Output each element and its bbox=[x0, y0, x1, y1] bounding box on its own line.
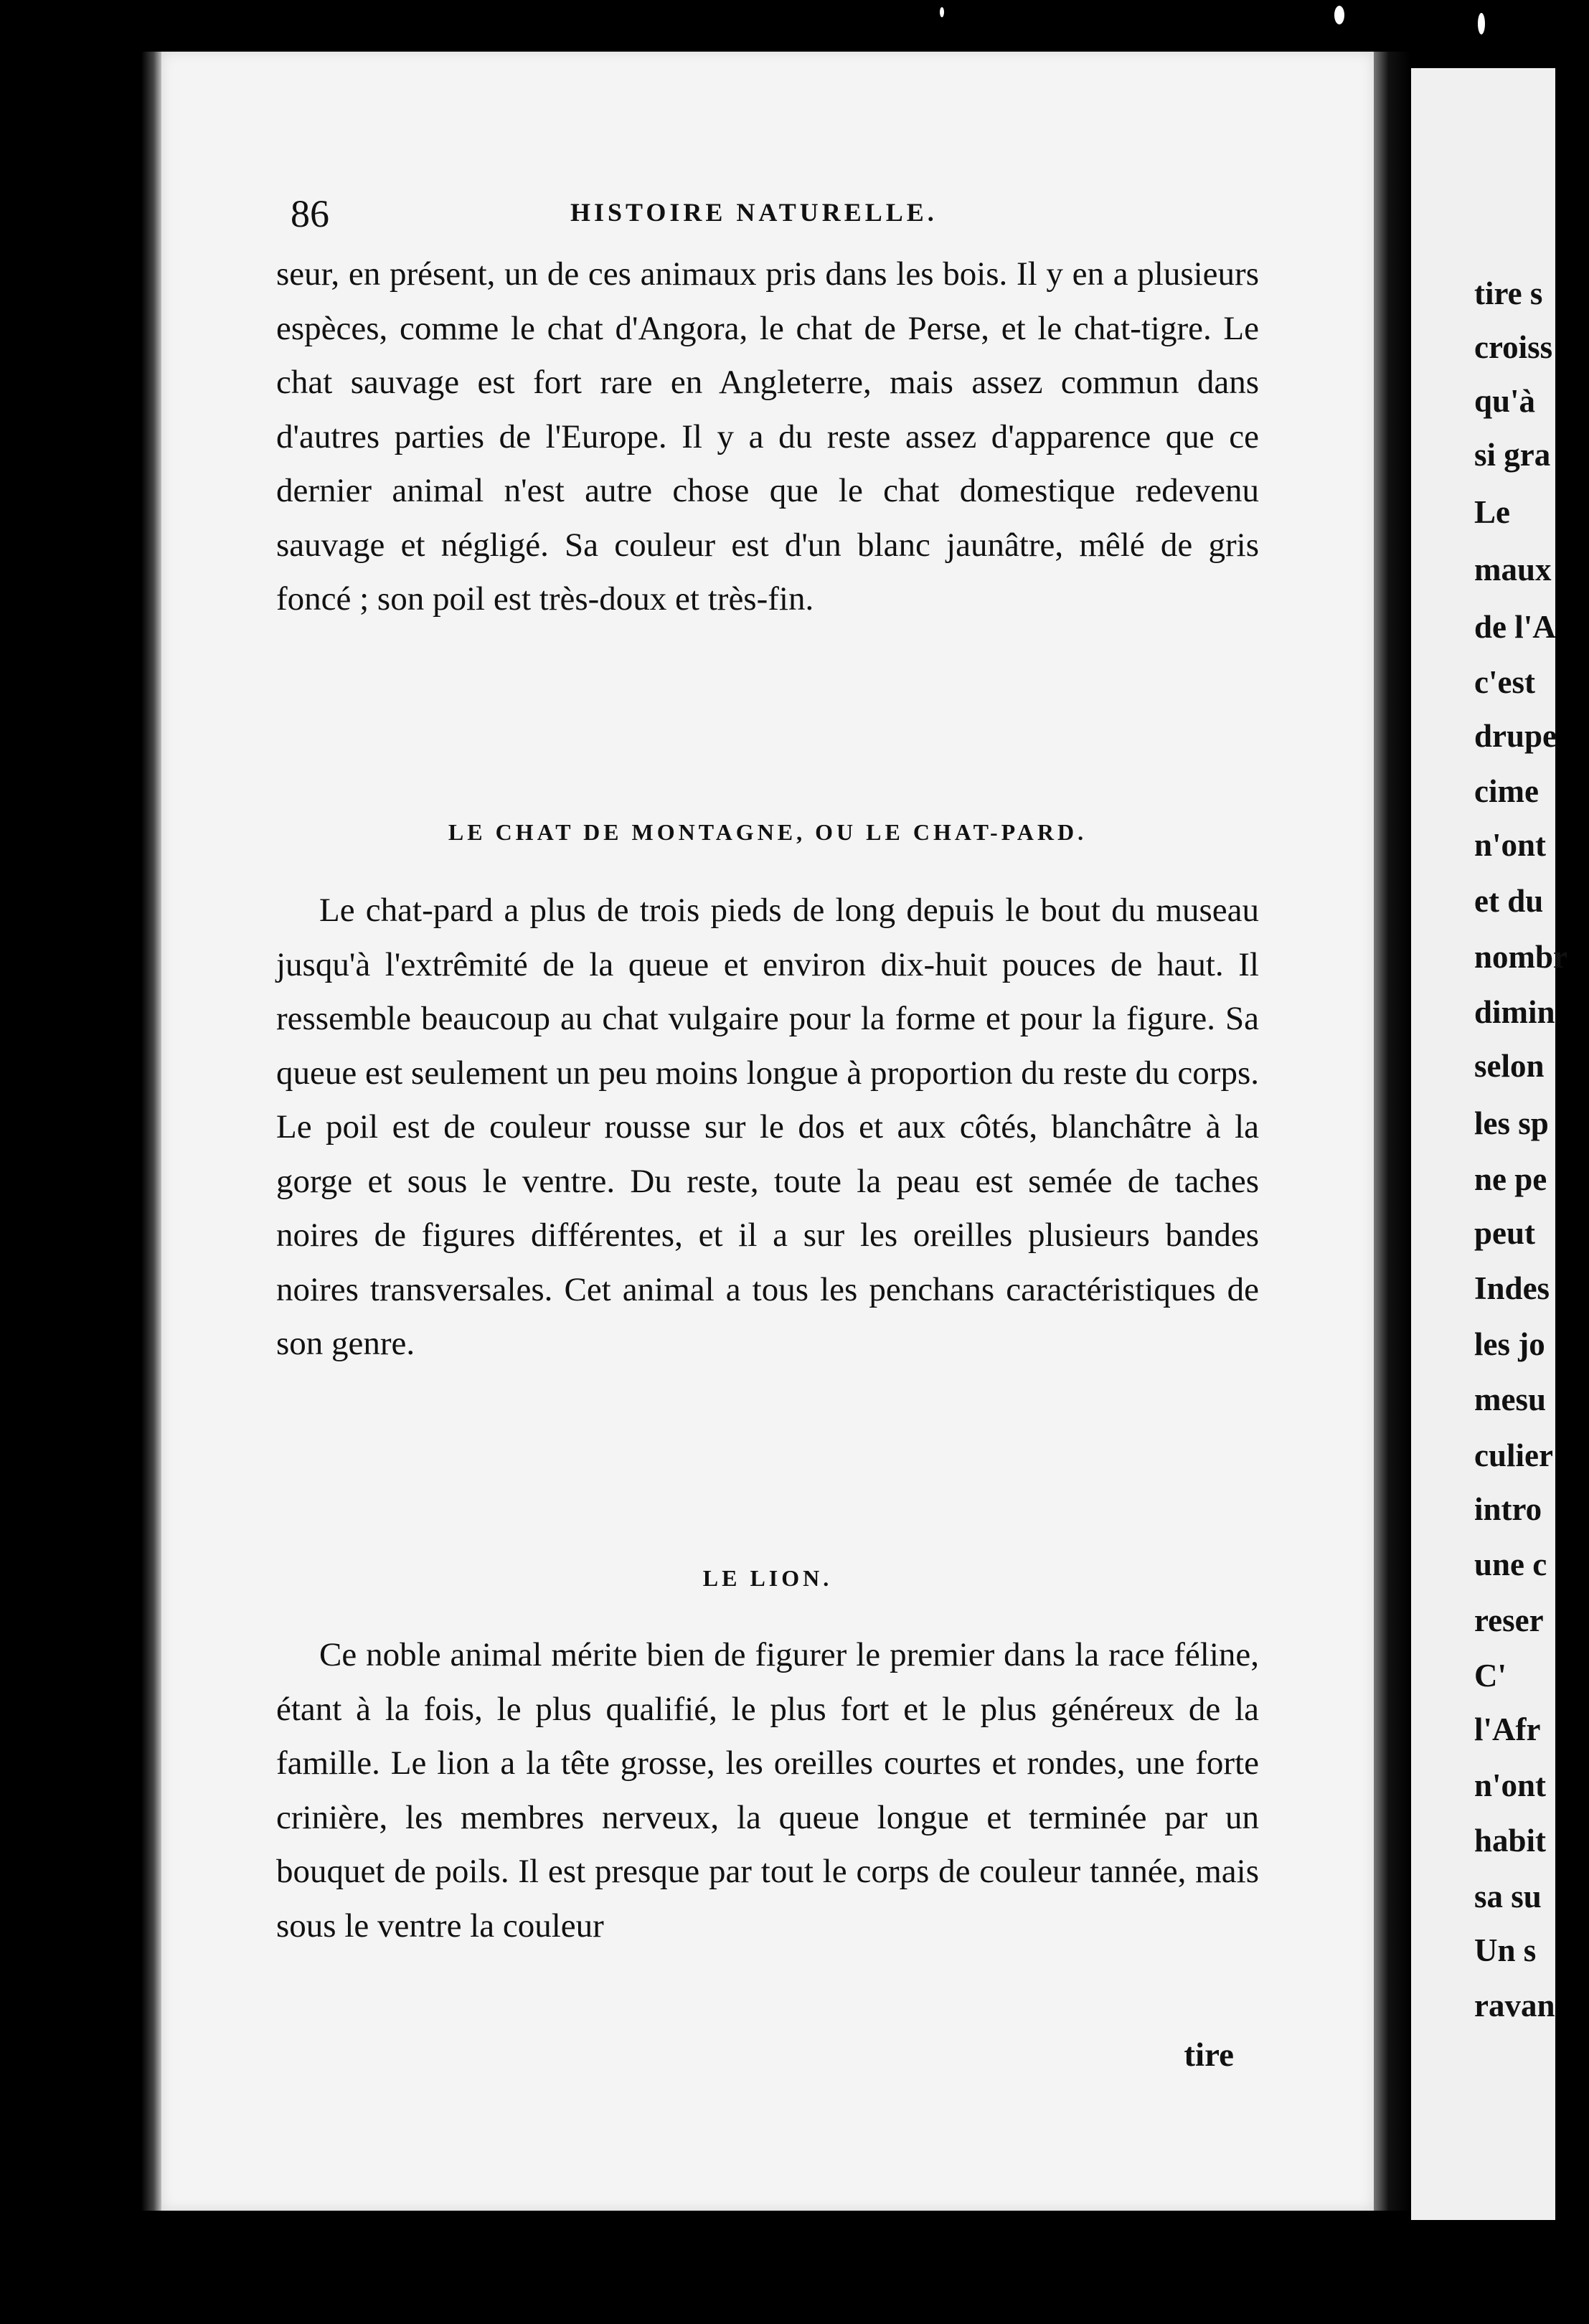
right-page-line-fragment: croiss bbox=[1474, 329, 1553, 365]
right-page-line-fragment: nombr bbox=[1474, 939, 1568, 975]
right-page-line-fragment: maux bbox=[1474, 552, 1552, 587]
lion-section bbox=[276, 1628, 1259, 1953]
opening-paragraph bbox=[276, 247, 1259, 627]
chat-pard-paragraph: Le chat-pard a plus de trois pieds de long depuis le bout du museau jusqu'à l'extrêmité de la queue et environ dix-huit pouces de haut. Il ressemble beaucoup au chat vulgaire pour la forme et pour la figure. Sa queue est seulement un peu moins longue à proportion du reste du corps. Le poil est de couleur rousse sur le dos et aux côtés, blanchâtre à la gorge et sous le ventre. Du reste, toute la peau est semée de taches noires de figures différentes, et il a sur les oreilles plusieurs bandes noires transversales. Cet animal a tous les penchans caractéristiques de son genre. bbox=[276, 892, 1259, 1362]
right-page-line-fragment: l'Afr bbox=[1474, 1711, 1541, 1747]
right-page-line-fragment: n'ont bbox=[1474, 1767, 1547, 1803]
catchword: tire bbox=[1184, 2036, 1234, 2074]
right-page-line-fragment: C' bbox=[1474, 1658, 1507, 1694]
paragraph-continued: seur, en présent, un de ces animaux pris dans les bois. Il y en a plusieurs espèces, comme le chat d'Angora, le chat de Perse, et le chat-tigre. Le chat sauvage est fort rare en Angleterre, mais assez commun dans d'autres parties de l'Europe. Il y a du reste assez d'apparence que ce dernier animal n'est autre chose que le chat domestique redevenu sauvage et négligé. Sa couleur est d'un blanc jaunâtre, mêlé de gris foncé ; son poil est très-doux et très-fin. bbox=[276, 255, 1259, 618]
chat-pard-section bbox=[276, 884, 1259, 1371]
right-page-line-fragment: peut bbox=[1474, 1215, 1536, 1251]
right-page-line-fragment: les sp bbox=[1474, 1105, 1549, 1141]
scan-speck bbox=[940, 7, 944, 17]
section-heading-chat-pard: LE CHAT DE MONTAGNE, OU LE CHAT-PARD. bbox=[448, 819, 1088, 845]
right-page-line-fragment: Indes bbox=[1474, 1270, 1550, 1306]
right-page-line-fragment: intro bbox=[1474, 1491, 1542, 1527]
right-page-line-fragment: si gra bbox=[1474, 437, 1551, 473]
running-title: HISTOIRE NATURELLE. bbox=[570, 198, 938, 227]
right-page-line-fragment: culier bbox=[1474, 1437, 1553, 1473]
right-page-line-fragment: de l'A bbox=[1474, 609, 1556, 645]
right-page-line-fragment: Le bbox=[1474, 494, 1510, 530]
right-page-line-fragment: selon bbox=[1474, 1048, 1545, 1084]
right-page-line-fragment: habit bbox=[1474, 1823, 1547, 1858]
right-page-line-fragment: n'ont bbox=[1474, 827, 1547, 863]
right-page-line-fragment: ravan bbox=[1474, 1988, 1555, 2023]
right-page-line-fragment: reser bbox=[1474, 1602, 1544, 1638]
book-gutter bbox=[1374, 52, 1411, 2211]
scan-speck bbox=[1478, 13, 1485, 34]
right-page-line-fragment: qu'à bbox=[1474, 383, 1536, 419]
right-page-line-fragment: ne pe bbox=[1474, 1161, 1547, 1197]
running-head bbox=[291, 192, 1288, 242]
right-page-line-fragment: Un s bbox=[1474, 1932, 1537, 1968]
right-page-line-fragment: les jo bbox=[1474, 1326, 1545, 1362]
page-number: 86 bbox=[291, 192, 329, 235]
scan-speck bbox=[1334, 6, 1344, 24]
section-heading-lion: LE LION. bbox=[702, 1565, 833, 1591]
right-page-line-fragment: c'est bbox=[1474, 664, 1535, 700]
right-page-line-fragment: dimin bbox=[1474, 994, 1555, 1030]
right-page-line-fragment: mesu bbox=[1474, 1381, 1546, 1417]
right-page-line-fragment: tire s bbox=[1474, 275, 1543, 311]
right-page-line-fragment: cime bbox=[1474, 773, 1539, 809]
lion-paragraph: Ce noble animal mérite bien de figurer le premier dans la race féline, étant à la fois, le plus qualifié, le plus fort et le plus généreux de la famille. Le lion a la tête grosse, les oreilles courtes et rondes, une forte crinière, les membres nerveux, la queue longue et terminée par un bouquet de poils. Il est presque par tout le corps de couleur tannée, mais sous le ventre la couleur bbox=[276, 1636, 1259, 1945]
right-page-line-fragment: une c bbox=[1474, 1546, 1547, 1582]
right-page-line-fragment: et du bbox=[1474, 883, 1544, 919]
right-page-line-fragment: drupe bbox=[1474, 718, 1557, 754]
right-page-line-fragment: sa su bbox=[1474, 1879, 1542, 1914]
